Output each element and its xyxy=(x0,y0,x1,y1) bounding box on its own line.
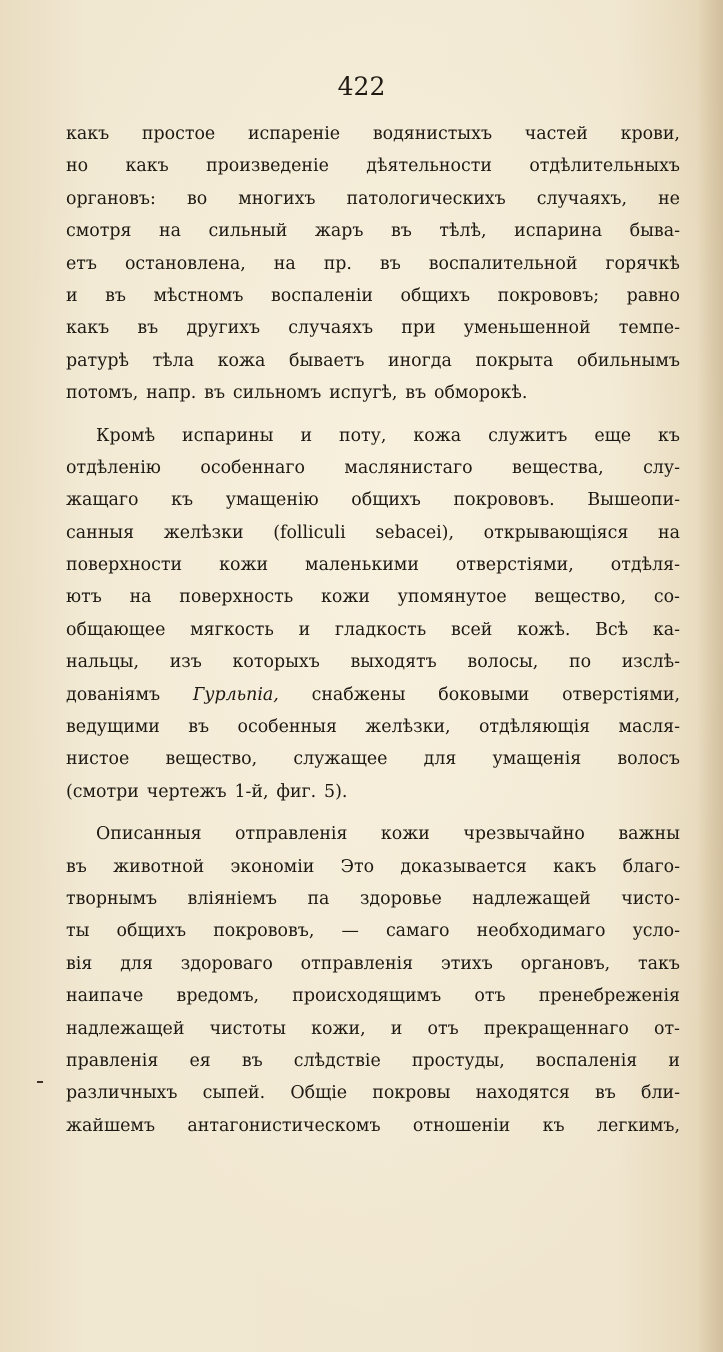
text-line: нальцы, изъ которыхъ выходятъ волосы, по изслѣ- xyxy=(66,652,680,673)
text-line: вія для здороваго отправленія этихъ органовъ, такъ xyxy=(66,953,680,974)
margin-mark xyxy=(37,1081,43,1083)
text-line: смотря на сильный жаръ въ тѣлѣ, испарина быва- xyxy=(66,221,680,242)
paragraph-3 xyxy=(66,818,680,1142)
text-line: какъ простое испареніе водянистыхъ частей крови, xyxy=(66,124,680,144)
text-line: наипаче вредомъ, происходящимъ отъ пренебреженія xyxy=(66,986,680,1007)
text-line: и въ мѣстномъ воспаленіи общихъ покрововъ; равно xyxy=(66,285,680,306)
page-edge-shadow xyxy=(697,0,723,1352)
text-line: ведущими въ особенныя желѣзки, отдѣляющія масля- xyxy=(66,717,680,738)
text-line: различныхъ сыпей. Общіе покровы находятся въ бли- xyxy=(66,1083,680,1104)
page-number: 422 xyxy=(337,72,386,101)
text-line: санныя желѣзки (folliculi sebacei), открывающіяся на xyxy=(66,522,680,543)
text-line: етъ остановлена, на пр. въ воспалительной горячкѣ xyxy=(66,253,680,274)
text-line: ратурѣ тѣла кожа бываетъ иногда покрыта обильнымъ xyxy=(66,350,680,371)
text-line: органовъ: во многихъ патологическихъ случаяхъ, не xyxy=(66,188,680,209)
text-line: въ животной экономіи Это доказывается какъ благо- xyxy=(66,856,680,877)
text-line: какъ въ другихъ случаяхъ при уменьшенной темпе- xyxy=(66,318,680,339)
text-line: общающее мягкость и гладкость всей кожѣ. Всѣ ка- xyxy=(66,619,680,640)
text-line: Описанныя отправленія кожи чрезвычайно важны xyxy=(96,824,680,845)
text-line: жайшемъ антагонистическомъ отношеніи къ легкимъ, xyxy=(66,1115,680,1136)
text-line: нистое вещество, служащее для умащенія волосъ xyxy=(66,749,680,770)
text-line: поверхности кожи маленькими отверстіями, отдѣля- xyxy=(66,555,680,576)
paragraph-1 xyxy=(66,118,680,410)
paragraph-2 xyxy=(66,420,680,809)
text-line: отдѣленію особеннаго маслянистаго вещества, слу- xyxy=(66,457,680,478)
text-line: надлежащей чистоты кожи, и отъ прекращеннаго от- xyxy=(66,1018,680,1039)
text-line: правленія ея въ слѣдствіе простуды, воспаленія и xyxy=(66,1050,680,1071)
paragraph-gap xyxy=(66,410,680,420)
text-line: (смотри чертежъ 1-й, фиг. 5). xyxy=(66,781,348,802)
text-line: ты общихъ покрововъ, — самаго необходимаго усло- xyxy=(66,921,680,942)
text-line: ютъ на поверхность кожи упомянутое вещество, со- xyxy=(66,587,680,608)
text-line: дованіямъ Гурльпіа, снабжены боковыми отверстіями, xyxy=(66,684,680,705)
text-line: но какъ произведеніе дѣятельности отдѣлительныхъ xyxy=(66,156,680,177)
text-line: жащаго къ умащенію общихъ покрововъ. Вышеопи- xyxy=(66,490,680,511)
body-text xyxy=(66,118,680,1142)
text-line: потомъ, напр. въ сильномъ испугѣ, въ обморокѣ. xyxy=(66,383,528,404)
text-line: творнымъ вліяніемъ па здоровье надлежащей чисто- xyxy=(66,888,680,909)
paragraph-gap xyxy=(66,808,680,818)
text-line: Кромѣ испарины и поту, кожа служитъ еще къ xyxy=(96,425,680,446)
